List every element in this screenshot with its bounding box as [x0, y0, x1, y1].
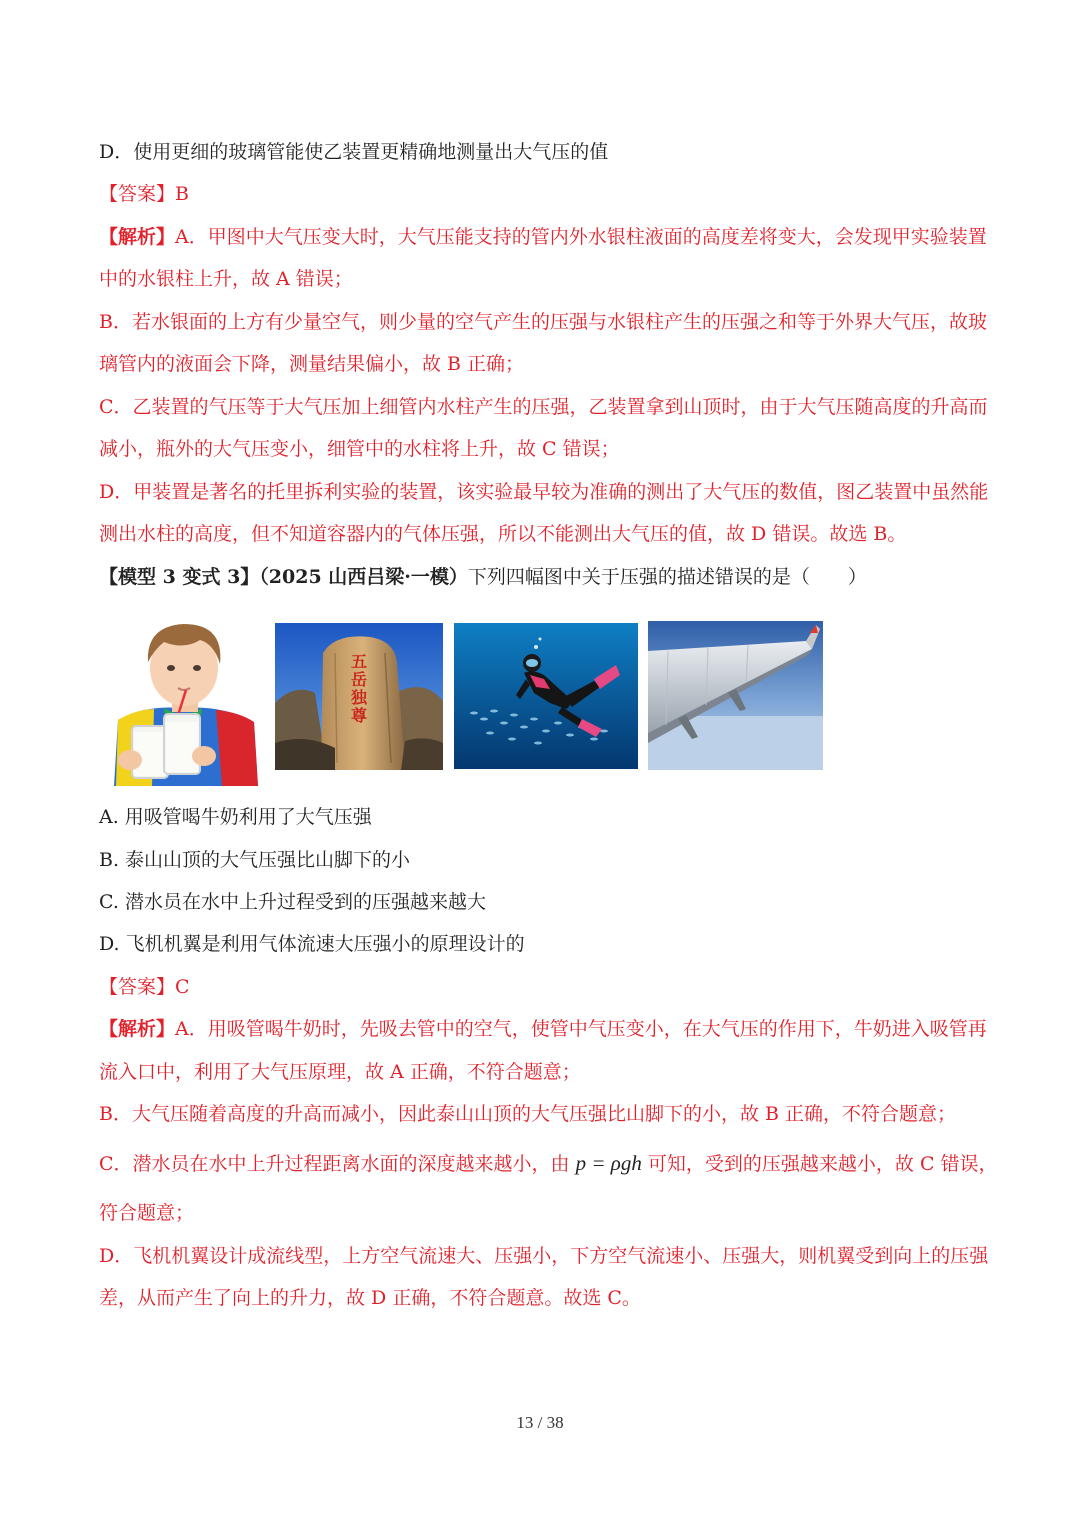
prev-answer	[99, 182, 984, 206]
option-b: B. 泰山山顶的大气压强比山脚下的小	[99, 849, 411, 871]
analysis-c-post: 可知，受到的压强越来越小，故 C 错误，	[647, 1153, 998, 1175]
option-a: A. 用吸管喝牛奶利用了大气压强	[99, 806, 372, 828]
prev-analysis-line-7: D．甲装置是著名的托里拆利实验的装置，该实验最早较为准确的测出了大气压的数值，图乙装置中虽然能	[99, 481, 989, 503]
question-header	[99, 565, 984, 589]
scuba-diver-icon	[454, 623, 638, 769]
prev-analysis-line-3: B．若水银面的上方有少量空气，则少量的空气产生的压强与水银柱产生的压强之和等于外界大气压，故玻	[99, 311, 987, 333]
analysis-d-line-2: 差，从而产生了向上的升力，故 D 正确，不符合题意。故选 C。	[99, 1287, 641, 1309]
rock-inscription-char: 五	[350, 652, 368, 671]
analysis-b-line: B．大气压随着高度的升高而减小，因此泰山山顶的大气压强比山脚下的小，故 B 正确，不符合题意；	[99, 1103, 957, 1125]
rock-inscription-char: 尊	[350, 706, 368, 725]
analysis-tag: 【解析】	[99, 1018, 176, 1040]
prev-analysis-line-1	[99, 225, 987, 249]
child-drinking-milk-image	[104, 610, 262, 786]
prev-analysis-line-2: 中的水银柱上升，故 A 错误；	[99, 268, 353, 290]
option-d: D. 飞机机翼是利用气体流速大压强小的原理设计的	[99, 933, 525, 955]
airplane-wing-image	[648, 621, 823, 770]
prev-answer-value: B	[175, 183, 189, 205]
analysis-d-line-1: D．飞机机翼设计成流线型，上方空气流速大、压强小，下方空气流速小、压强大，则机翼受到向上的压强	[99, 1245, 989, 1267]
analysis-a-line-1	[99, 1017, 987, 1041]
prev-analysis-line-8: 测出水柱的高度，但不知道容器内的气体压强，所以不能测出大气压的值，故 D 错误。故选 B。	[99, 523, 907, 545]
pressure-formula: p = ρgh	[575, 1151, 642, 1175]
mount-tai-rock-icon	[275, 623, 443, 770]
rock-inscription	[349, 651, 369, 727]
rock-inscription-char: 岳	[350, 670, 368, 689]
answer-value: C	[175, 976, 190, 998]
airplane-wing-icon	[648, 621, 823, 770]
prev-option-d: D．使用更细的玻璃管能使乙装置更精确地测量出大气压的值	[99, 141, 609, 163]
prev-answer-tag: 【答案】	[99, 183, 176, 205]
prev-analysis-tag: 【解析】	[99, 226, 176, 248]
prev-analysis-line-5: C．乙装置的气压等于大气压加上细管内水柱产生的压强，乙装置拿到山顶时，由于大气压随高度的升高而	[99, 396, 988, 418]
prev-analysis-line-6: 减小，瓶外的大气压变小，细管中的水柱将上升，故 C 错误；	[99, 438, 620, 460]
prev-analysis-text: A．甲图中大气压变大时，大气压能支持的管内外水银柱液面的高度差将变大，会发现甲实验装置	[175, 226, 987, 248]
analysis-c-pre: C．潜水员在水中上升过程距离水面的深度越来越小，由	[99, 1153, 570, 1175]
mount-tai-rock-image	[275, 623, 443, 770]
scuba-diver-image	[454, 623, 638, 769]
option-c: C. 潜水员在水中上升过程受到的压强越来越大	[99, 891, 486, 913]
question-stem: 下列四幅图中关于压强的描述错误的是（ ）	[467, 566, 867, 588]
prev-analysis-line-4: 璃管内的液面会下降，测量结果偏小，故 B 正确；	[99, 353, 525, 375]
page-number: 13 / 38	[516, 1413, 564, 1432]
question-tag: 【模型 3 变式 3】	[99, 566, 260, 588]
answer-tag: 【答案】	[99, 976, 176, 998]
analysis-a-text: A．用吸管喝牛奶时，先吸去管中的空气，使管中气压变小，在大气压的作用下，牛奶进入吸管再	[175, 1018, 987, 1040]
answer	[99, 975, 984, 999]
question-source: （2025 山西吕梁·一模）	[259, 566, 468, 588]
analysis-c-line-2: 符合题意；	[99, 1202, 195, 1224]
child-drinking-milk-icon	[104, 610, 262, 786]
rock-inscription-char: 独	[350, 688, 368, 707]
analysis-a-line-2: 流入口中，利用了大气压原理，故 A 正确，不符合题意；	[99, 1061, 581, 1083]
analysis-c-line-1	[99, 1151, 998, 1176]
